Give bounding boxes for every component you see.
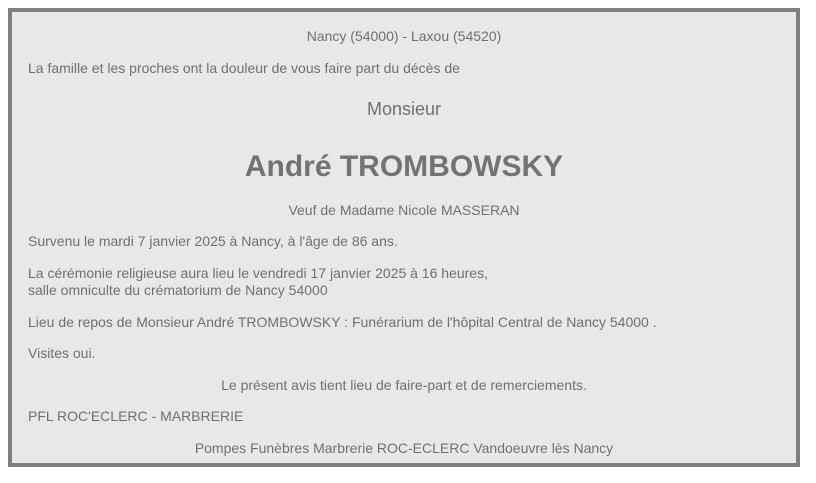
rest-place: Lieu de repos de Monsieur André TROMBOWSKY : Funérarium de l'hôpital Central de Nancy 54000 . bbox=[28, 314, 657, 330]
civility-title: Monsieur bbox=[366, 99, 442, 119]
thanks-line: Le présent avis tient lieu de faire-part et de remerciements. bbox=[221, 377, 587, 393]
ceremony-line-1: La cérémonie religieuse aura lieu le vendredi 17 janvier 2025 à 16 heures, bbox=[28, 265, 488, 281]
footer-company: Pompes Funèbres Marbrerie ROC-ECLERC Vandoeuvre lès Nancy bbox=[194, 440, 614, 456]
death-info: Survenu le mardi 7 janvier 2025 à Nancy, à l'âge de 86 ans. bbox=[28, 233, 398, 249]
deceased-name: André TROMBOWSKY bbox=[244, 150, 564, 183]
funeral-company: PFL ROC'ECLERC - MARBRERIE bbox=[28, 408, 244, 424]
ceremony-line-2: salle omniculte du crématorium de Nancy 54000 bbox=[28, 282, 328, 298]
intro-text: La famille et les proches ont la douleur de vous faire part du décès de bbox=[28, 60, 460, 76]
widower-line: Veuf de Madame Nicole MASSERAN bbox=[288, 202, 520, 218]
location-line: Nancy (54000) - Laxou (54520) bbox=[306, 28, 502, 44]
visits-info: Visites oui. bbox=[28, 345, 96, 361]
obituary-notice bbox=[8, 8, 800, 467]
